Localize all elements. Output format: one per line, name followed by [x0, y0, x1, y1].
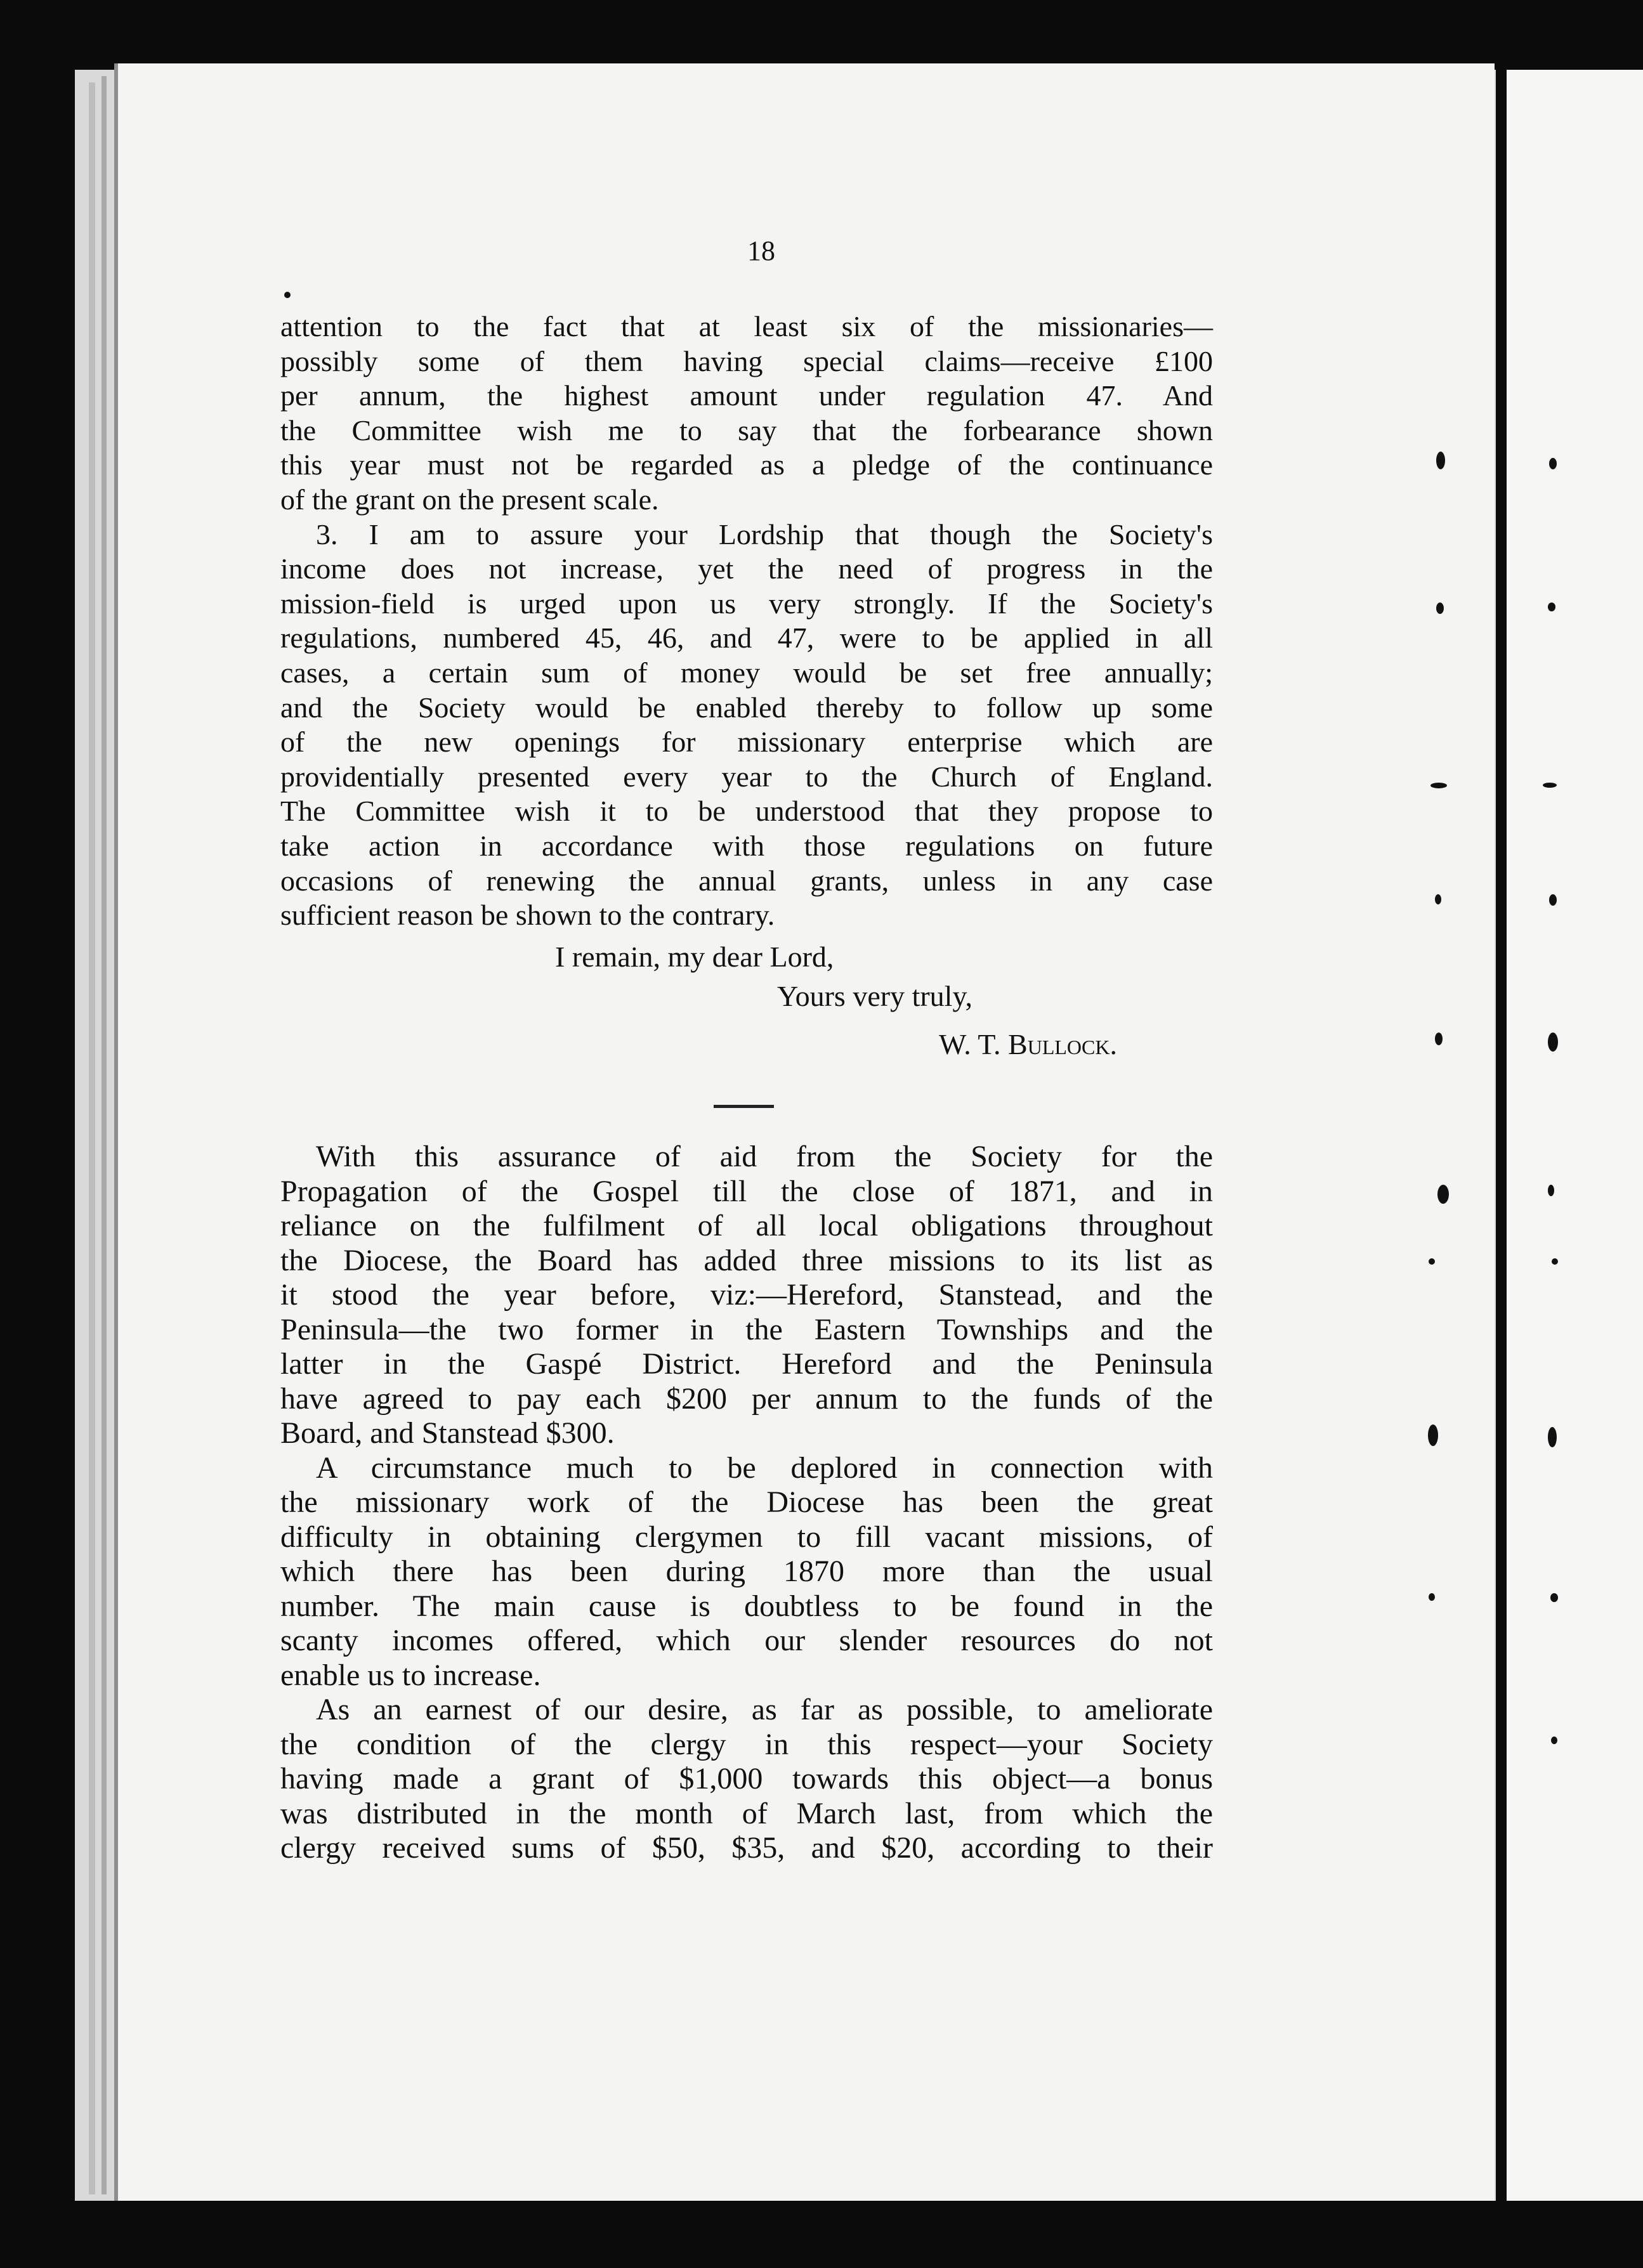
text-line: which there has been during 1870 more than the usual — [280, 1554, 1213, 1588]
text-line: of the grant on the present scale. — [280, 483, 659, 516]
page-edge — [89, 82, 95, 2194]
speck — [1548, 1033, 1558, 1052]
page-number: 18 — [747, 235, 775, 266]
text-line: As an earnest of our desire, as far as possible, to ameliorate — [316, 1693, 1213, 1726]
text-line: A circumstance much to be deplored in connection with — [316, 1450, 1213, 1485]
text-line: reliance on the fulfilment of all local obligations throughout — [280, 1209, 1213, 1242]
speck — [1552, 1258, 1558, 1265]
text-line: providentially presented every year to the Church of England. — [280, 760, 1213, 793]
text-line: it stood the year before, viz:—Hereford, Stanstead, and the — [280, 1278, 1213, 1312]
speck — [1435, 894, 1441, 904]
speck — [1550, 1593, 1558, 1602]
speck — [1551, 1737, 1557, 1744]
closing-valediction: Yours very truly, — [777, 980, 972, 1012]
report-text — [280, 1140, 1213, 1866]
speck — [284, 292, 291, 298]
text-line: attention to the fact that at least six of the missionaries— — [280, 310, 1213, 342]
text-line: Peninsula—the two former in the Eastern Townships and the — [280, 1312, 1213, 1346]
text-line: take action in accordance with those regulations on future — [280, 829, 1213, 862]
text-line: income does not increase, yet the need of progress in the — [280, 552, 1213, 585]
text-line: this year must not be regarded as a pledge of the continuance — [280, 448, 1213, 481]
text-line: per annum, the highest amount under regulation 47. And — [280, 379, 1213, 412]
text-line: having made a grant of $1,000 towards this object—a bonus — [280, 1762, 1213, 1796]
speck — [1548, 603, 1555, 611]
text-line: sufficient reason be shown to the contrary. — [280, 899, 775, 932]
speck — [1429, 1258, 1435, 1265]
speck — [1548, 1427, 1557, 1447]
speck — [1430, 783, 1447, 788]
page-edge-inner — [101, 76, 107, 2194]
text-line: was distributed in the month of March last, from which the — [280, 1796, 1213, 1830]
upper-letter-text — [280, 310, 1213, 933]
section-divider — [714, 1105, 774, 1108]
text-line: The Committee wish it to be understood that they propose to — [280, 795, 1213, 828]
text-line: occasions of renewing the annual grants, unless in any case — [280, 864, 1213, 897]
text-line: cases, a certain sum of money would be set free annually; — [280, 656, 1213, 689]
text-line: and the Society would be enabled thereby to follow up some — [280, 691, 1213, 724]
speck — [1549, 458, 1557, 469]
text-line: regulations, numbered 45, 46, and 47, were to be applied in all — [280, 622, 1213, 655]
text-line: have agreed to pay each $200 per annum to the funds of the — [280, 1381, 1213, 1416]
speck — [1548, 1185, 1554, 1196]
speck — [1428, 1424, 1438, 1446]
text-line: latter in the Gaspé District. Hereford and the Peninsula — [280, 1347, 1213, 1381]
text-line: Propagation of the Gospel till the close of 1871, and in — [280, 1174, 1213, 1208]
closing-salutation: I remain, my dear Lord, — [555, 941, 834, 973]
text-line: difficulty in obtaining clergymen to fill vacant missions, of — [280, 1520, 1213, 1554]
speck — [1429, 1593, 1435, 1601]
speck — [1549, 894, 1557, 906]
speck — [1543, 783, 1557, 788]
speck — [1437, 1185, 1449, 1204]
text-line: mission-field is urged upon us very strongly. If the Society's — [280, 587, 1213, 620]
text-line: 3. I am to assure your Lordship that though the Society's — [316, 518, 1213, 551]
text-line: the Committee wish me to say that the forbearance shown — [280, 414, 1213, 446]
text-line: scanty incomes offered, which our slender resources do not — [280, 1624, 1213, 1657]
facing-page-edge — [1507, 70, 1643, 2201]
text-line: clergy received sums of $50, $35, and $20, according to their — [280, 1831, 1213, 1865]
speck — [1436, 603, 1444, 614]
text-line: With this assurance of aid from the Society for the — [316, 1140, 1213, 1173]
speck — [1435, 1033, 1443, 1045]
text-line: Board, and Stanstead $300. — [280, 1416, 615, 1450]
text-line: enable us to increase. — [280, 1658, 541, 1692]
text-line: the condition of the clergy in this respect—your Society — [280, 1727, 1213, 1761]
text-line: possibly some of them having special claims—receive £100 — [280, 344, 1213, 377]
text-line: the Diocese, the Board has added three missions to its list as — [280, 1243, 1213, 1277]
signature: W. T. Bullock. — [939, 1028, 1117, 1060]
text-line: number. The main cause is doubtless to be found in the — [280, 1589, 1213, 1623]
speck — [1436, 452, 1445, 469]
text-line: the missionary work of the Diocese has been the great — [280, 1485, 1213, 1519]
text-line: of the new openings for missionary enterprise which are — [280, 726, 1213, 759]
